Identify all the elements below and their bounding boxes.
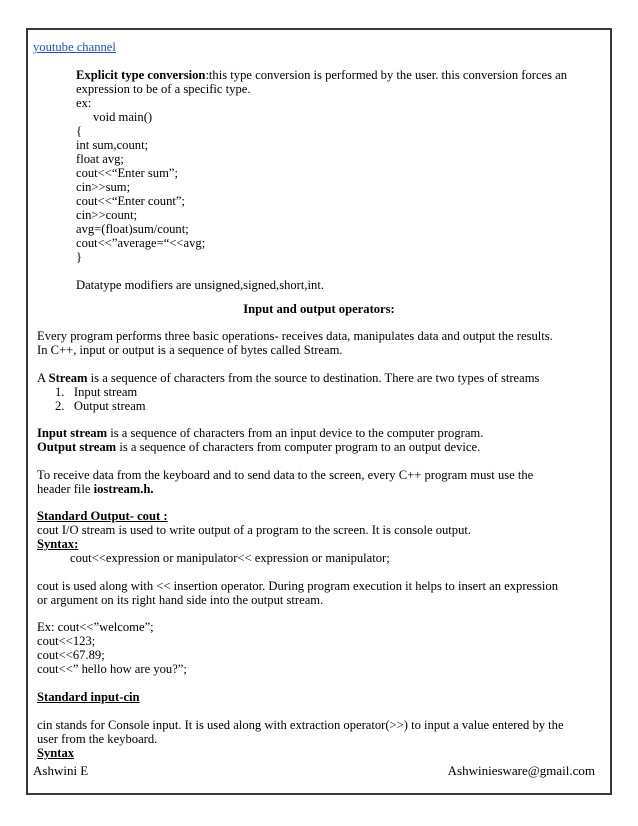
cout-syntax: cout<<expression or manipulator<< expression or manipulator; xyxy=(70,551,390,565)
modifiers-line: Datatype modifiers are unsigned,signed,short,int. xyxy=(76,278,324,292)
code-line: cout<<”average=“<<avg; xyxy=(76,236,206,250)
page-frame xyxy=(26,28,612,795)
code-line: avg=(float)sum/count; xyxy=(76,222,189,236)
cout-example: Ex: cout<<”welcome”; xyxy=(37,620,154,634)
cin-description-line-1: cin stands for Console input. It is used along with extraction operator(>>) to input a value entered by the xyxy=(37,718,564,732)
explicit-line-1-rest: :this type conversion is performed by the user. this conversion forces an xyxy=(205,68,568,82)
intro-line-1: Every program performs three basic operations- receives data, manipulates data and output the results. xyxy=(37,329,553,343)
cin-syntax-label: Syntax xyxy=(37,746,75,760)
footer-email: Ashwiniesware@gmail.com xyxy=(447,763,595,778)
cout-usage-line-2: or argument on its right hand side into the output stream. xyxy=(37,593,324,607)
code-line: cout<<“Enter count”; xyxy=(76,194,185,208)
cout-example: cout<<123; xyxy=(37,634,96,648)
cout-syntax-label: Syntax: xyxy=(37,537,79,551)
stream-term: Stream xyxy=(48,371,88,385)
code-line: float avg; xyxy=(76,152,124,166)
code-line: void main() xyxy=(93,110,153,124)
cout-usage-line-1: cout is used along with << insertion operator. During program execution it helps to insert an expression xyxy=(37,579,558,593)
code-line: int sum,count; xyxy=(76,138,149,152)
code-line: cin>>count; xyxy=(76,208,138,222)
explicit-line-2: expression to be of a specific type. xyxy=(76,82,251,96)
cout-description: cout I/O stream is used to write output of a program to the screen. It is console output. xyxy=(37,523,472,537)
stream-definition: A Stream is a sequence of characters from the source to destination. There are two types of streams xyxy=(37,371,540,385)
cin-description-line-2: user from the keyboard. xyxy=(37,732,158,746)
output-stream-definition: Output stream is a sequence of characters from computer program to an output device. xyxy=(37,440,481,454)
io-heading: Input and output operators: xyxy=(243,302,395,316)
list-item: 2. Output stream xyxy=(55,399,146,413)
intro-line-2: In C++, input or output is a sequence of bytes called Stream. xyxy=(37,343,343,357)
list-item: 1. Input stream xyxy=(55,385,138,399)
code-line: cout<<“Enter sum”; xyxy=(76,166,178,180)
code-line: } xyxy=(76,250,83,264)
iostream-line-1: To receive data from the keyboard and to send data to the screen, every C++ program must use the xyxy=(37,468,534,482)
explicit-term: Explicit type conversion xyxy=(76,68,206,82)
cout-heading: Standard Output- cout : xyxy=(37,509,168,523)
code-line: cin>>sum; xyxy=(76,180,131,194)
ex-label: ex: xyxy=(76,96,92,110)
cout-example: cout<<” hello how are you?”; xyxy=(37,662,187,676)
youtube-channel-link[interactable]: youtube channel xyxy=(33,40,116,54)
footer-author: Ashwini E xyxy=(33,763,89,778)
input-stream-definition: Input stream is a sequence of characters from an input device to the computer program. xyxy=(37,426,484,440)
cout-example: cout<<67.89; xyxy=(37,648,105,662)
iostream-line-2: header file iostream.h. xyxy=(37,482,154,496)
cin-heading: Standard input-cin xyxy=(37,690,140,704)
explicit-line-1 xyxy=(76,68,567,82)
youtube-link-line xyxy=(33,40,116,54)
code-line: { xyxy=(76,124,83,138)
